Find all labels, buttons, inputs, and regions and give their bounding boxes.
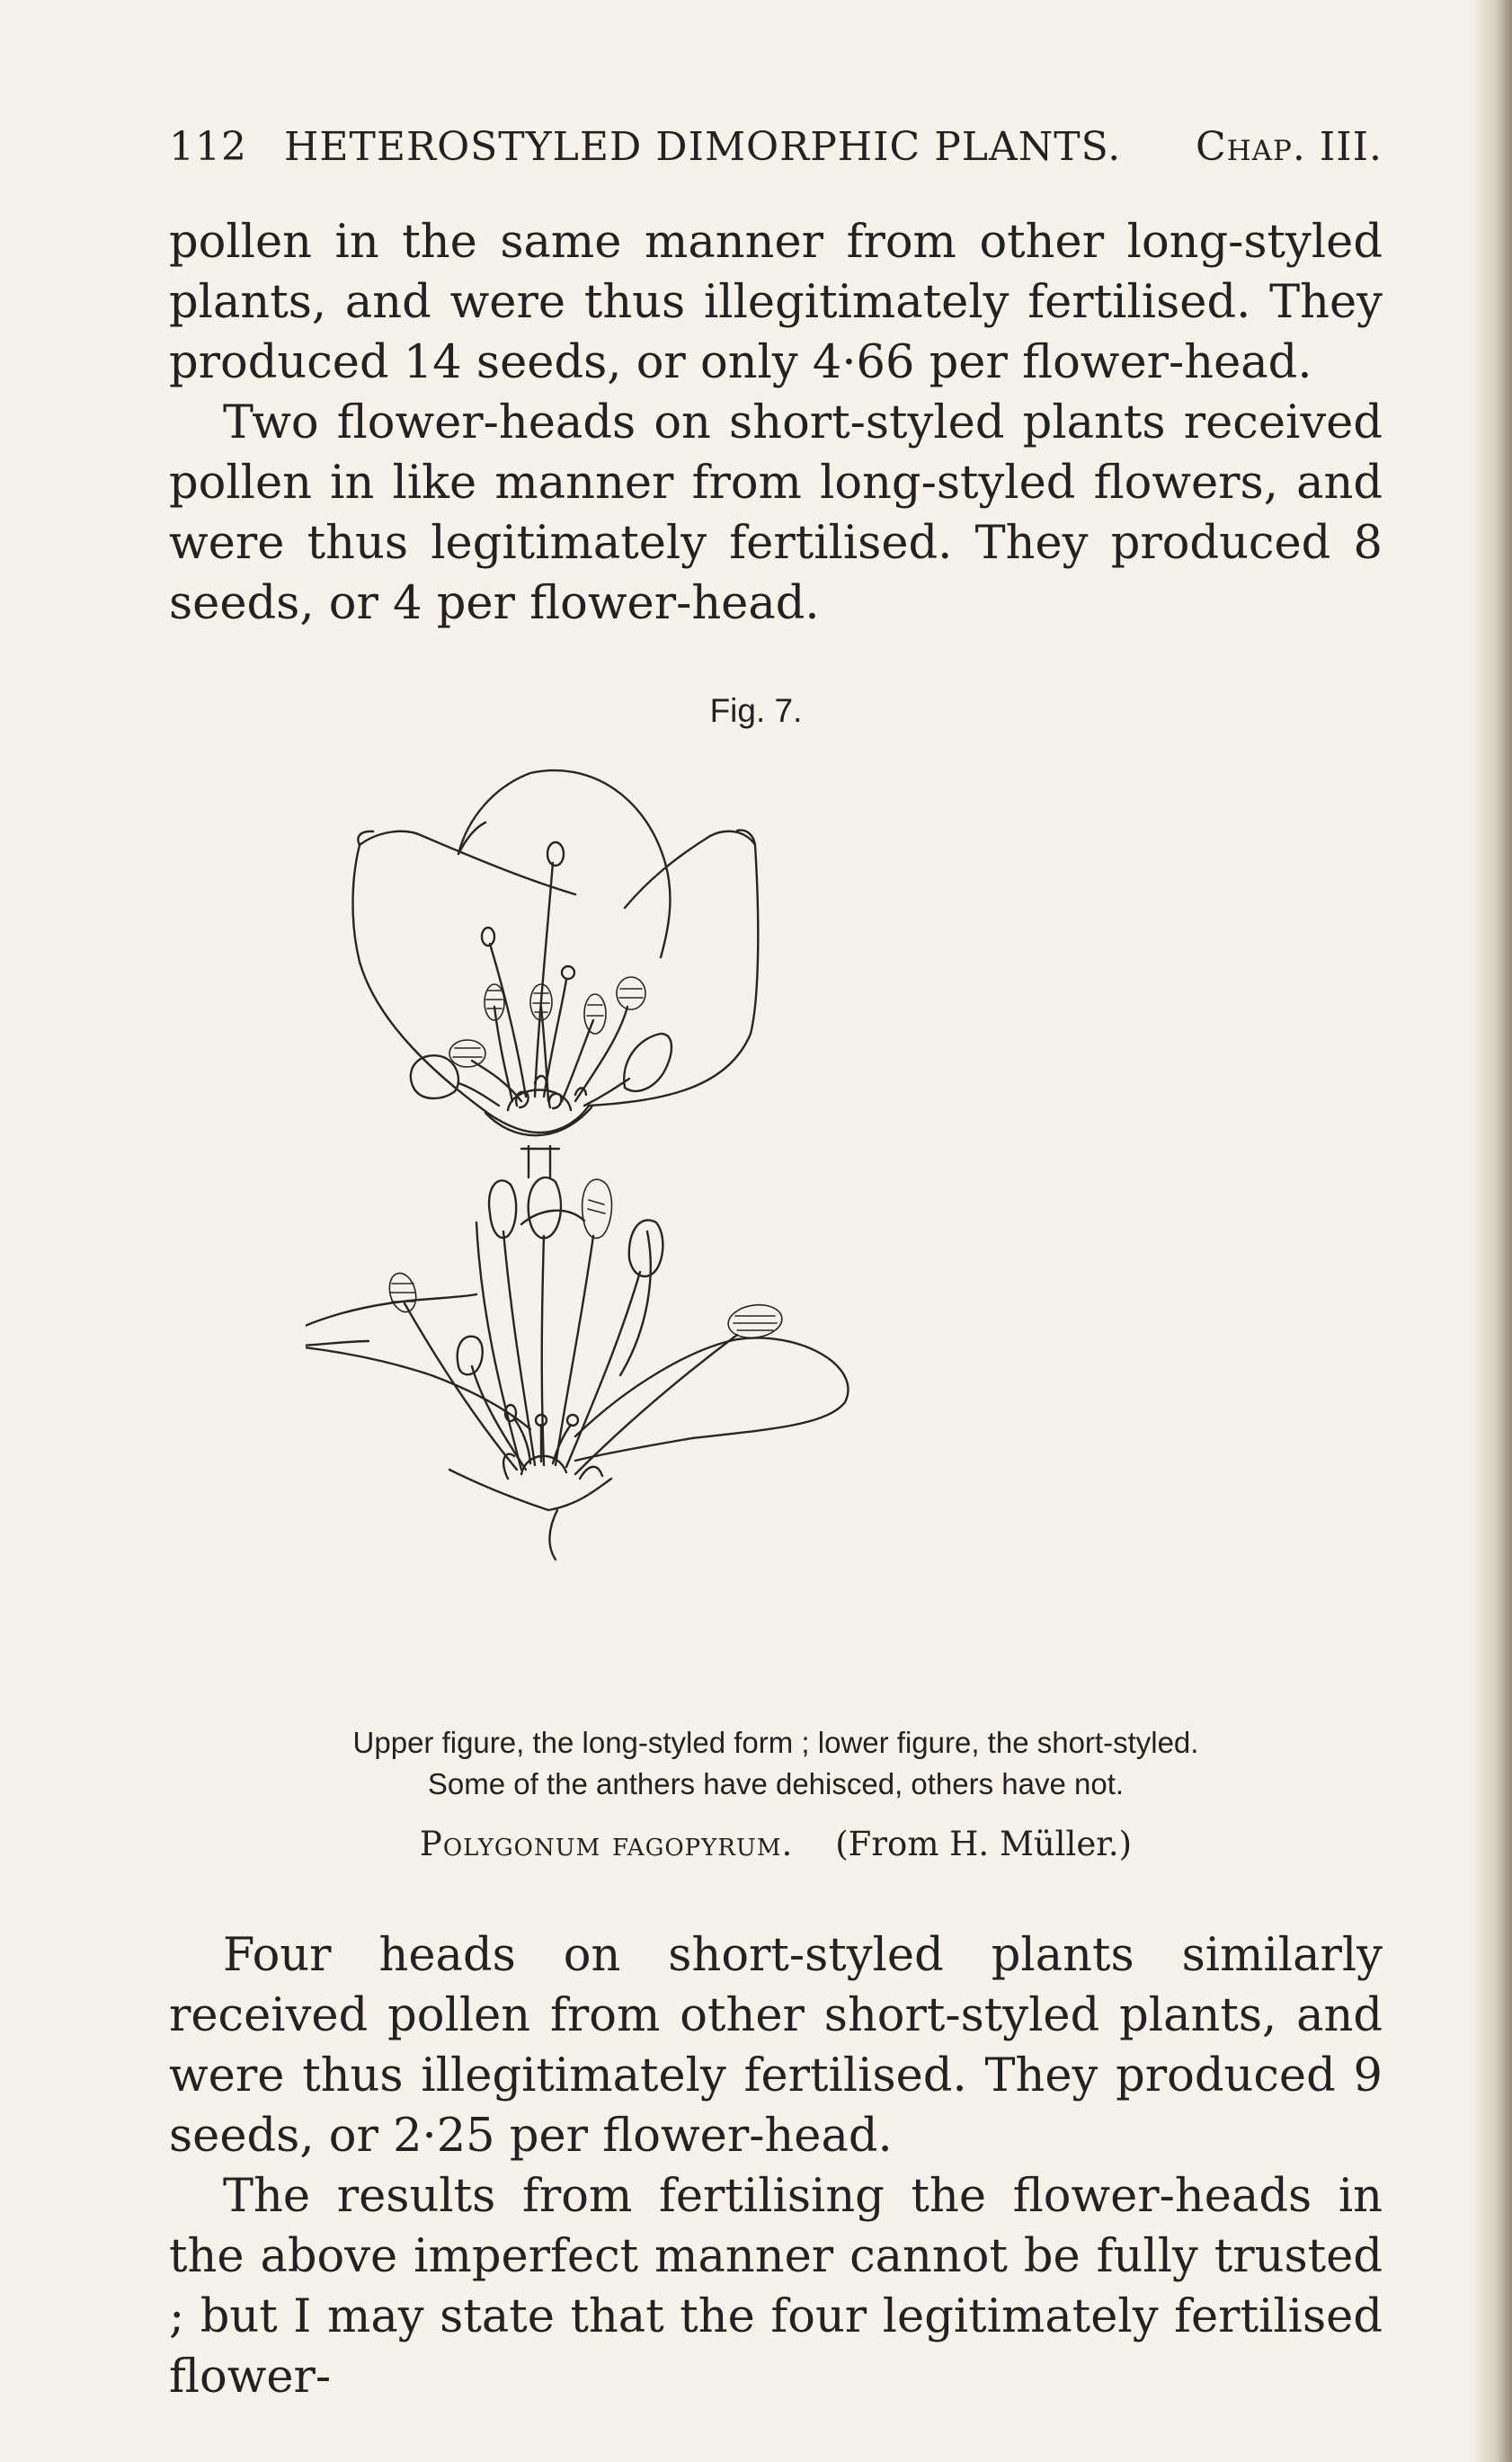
chapter-label: Chap. III. [1195,124,1383,170]
running-header [169,124,1383,170]
short-styled-flower-drawing [306,1178,848,1560]
caption-line-1: Upper figure, the long-styled form ; lower figure, the short-styled. [352,1726,1199,1759]
long-styled-flower-drawing [353,770,759,1178]
species-line [169,1825,1383,1863]
paragraph: Four heads on short-styled plants similarly received pollen from other short-styled plants, and were thus illegitimately fertilised. They produced 9 seeds, or 2·25 per flower-head. [169,1929,1383,2163]
caption-line-2: Some of the anthers have dehisced, others have not. [427,1767,1125,1800]
figure-label: Fig. 7. [709,692,803,729]
figure-caption [169,1722,1383,1805]
bottom-text-block [169,1925,1383,2407]
figure-attribution: (From H. Müller.) [835,1825,1133,1863]
page-edge-shadow [1471,0,1512,2462]
paragraph: The results from fertilising the flower-heads in the above imperfect manner cannot be fully trusted ; but I may state that the four legitimately fertilised flower- [169,2170,1383,2404]
paragraph-continued: pollen in the same manner from other long-styled plants, and were thus illegitimately fertilised. They produced 14 seeds, or only 4·66 per flower-head. [169,216,1383,389]
species-name: Polygonum fagopyrum. [419,1825,794,1863]
page-number: 112 [169,124,247,170]
flower-illustration [306,737,1205,1708]
running-title: HETEROSTYLED DIMORPHIC PLANTS. [283,124,1122,170]
top-text-block [169,212,1383,634]
paragraph: Two flower-heads on short-styled plants received pollen in like manner from long-styled flowers, and were thus legitimately fertilised. They produced 8 seeds, or 4 per flower-head. [169,396,1383,630]
